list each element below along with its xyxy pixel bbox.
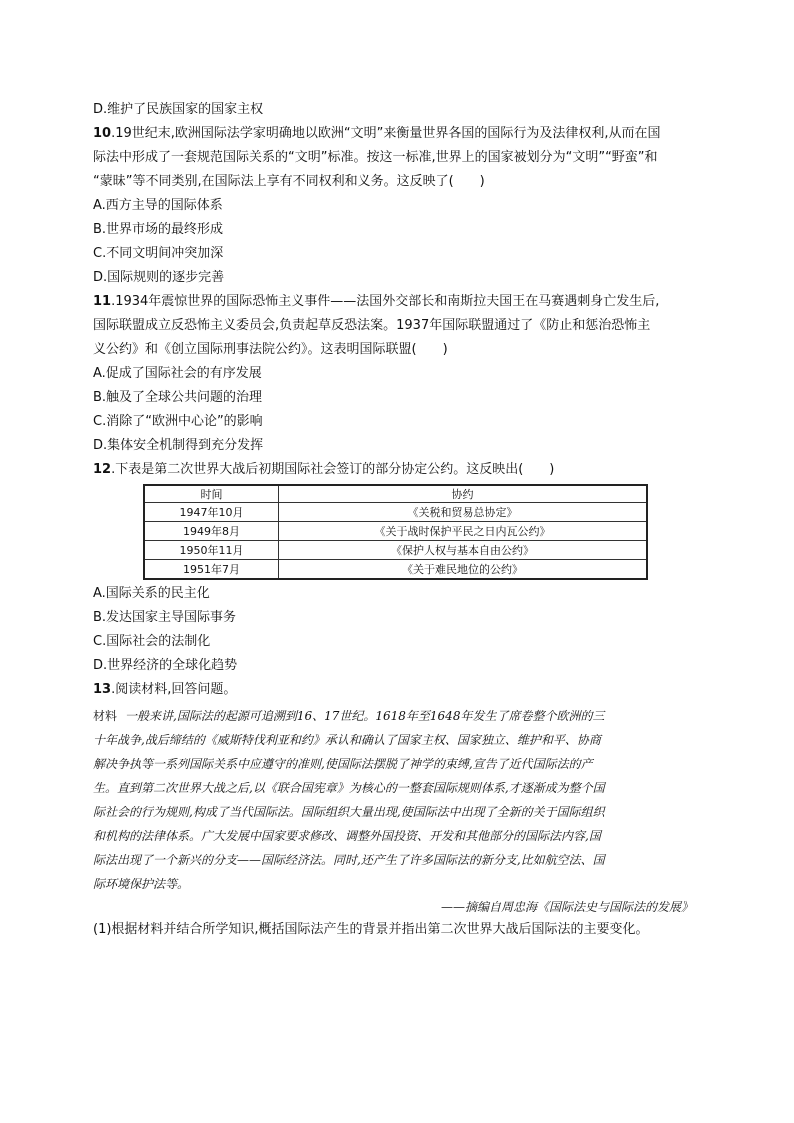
question-11-option-b: B.触及了全球公共问题的治理 xyxy=(93,390,263,405)
table-header-row xyxy=(144,485,647,503)
table-cell-agreement: 《关于战时保护平民之日内瓦公约》 xyxy=(279,522,648,541)
material-line-8: 际环境保护法等。 xyxy=(93,877,190,891)
question-12-option-b: B.发达国家主导国际事务 xyxy=(93,610,237,625)
question-12-stem: 12.下表是第二次世界大战后初期国际社会签订的部分协定公约。这反映出( ) xyxy=(93,462,555,477)
material-source: ——摘编自周忠海《国际法史与国际法的发展》 xyxy=(440,900,693,914)
table-cell-agreement: 《保护人权与基本自由公约》 xyxy=(279,541,648,560)
question-10-option-c: C.不同文明间冲突加深 xyxy=(93,246,224,261)
column-header-agreement: 协约 xyxy=(279,485,648,503)
table-row xyxy=(144,503,647,522)
question-10-number: 10 xyxy=(93,126,112,141)
question-12 xyxy=(93,458,693,678)
question-11-number: 11 xyxy=(93,294,112,309)
q9-option-d: D.维护了民族国家的国家主权 xyxy=(93,102,264,117)
table-row xyxy=(144,522,647,541)
table-row xyxy=(144,541,647,560)
material-line-7: 际法出现了一个新兴的分支——国际经济法。同时,还产生了许多国际法的新分支,比如航空法、国 xyxy=(93,853,605,867)
question-13 xyxy=(93,678,693,942)
column-header-time: 时间 xyxy=(144,485,279,503)
material-line-5: 际社会的行为规则,构成了当代国际法。国际组织大量出现,使国际法中出现了全新的关于国际组织 xyxy=(93,805,605,819)
agreements-table xyxy=(143,484,648,580)
material-passage xyxy=(93,704,693,896)
material-line-2: 十年战争,战后缔结的《威斯特伐利亚和约》承认和确认了国家主权、国家独立、维护和平、协商 xyxy=(93,733,601,747)
table-cell-agreement: 《关税和贸易总协定》 xyxy=(279,503,648,522)
question-11-stem-line-2: 国际联盟成立反恐怖主义委员会,负责起草反恐法案。1937年国际联盟通过了《防止和惩治恐怖主 xyxy=(93,318,651,333)
question-10 xyxy=(93,122,693,290)
question-10-stem-line-3: “蒙昧”等不同类别,在国际法上享有不同权利和义务。这反映了( ) xyxy=(93,174,485,189)
question-12-option-c: C.国际社会的法制化 xyxy=(93,634,211,649)
question-13-number: 13 xyxy=(93,682,112,697)
question-10-option-a: A.西方主导的国际体系 xyxy=(93,198,223,213)
question-11-stem-line-1: 11.1934年震惊世界的国际恐怖主义事件——法国外交部长和南斯拉夫国王在马赛遇刺身亡发生后, xyxy=(93,294,660,309)
question-12-option-d: D.世界经济的全球化趋势 xyxy=(93,658,238,673)
table-cell-time: 1951年7月 xyxy=(144,560,279,580)
document-page xyxy=(93,98,693,942)
material-line-6: 和机构的法律体系。广大发展中国家要求修改、调整外国投资、开发和其他部分的国际法内容,国 xyxy=(93,829,601,843)
material-line-1: 材料 一般来讲,国际法的起源可追溯到16、17世纪。1618年至1648年发生了席卷整个欧洲的三 xyxy=(93,709,605,723)
table-row xyxy=(144,560,647,580)
question-11 xyxy=(93,290,693,458)
table-cell-time: 1950年11月 xyxy=(144,541,279,560)
question-11-option-d: D.集体安全机制得到充分发挥 xyxy=(93,438,264,453)
material-line-4: 生。直到第二次世界大战之后,以《联合国宪章》为核心的一整套国际规则体系,才逐渐成为整个国 xyxy=(93,781,605,795)
question-11-option-a: A.促成了国际社会的有序发展 xyxy=(93,366,262,381)
question-11-stem-line-3: 义公约》和《创立国际刑事法院公约》。这表明国际联盟( ) xyxy=(93,342,448,357)
question-11-option-c: C.消除了“欧洲中心论”的影响 xyxy=(93,414,263,429)
question-12-option-a: A.国际关系的民主化 xyxy=(93,586,210,601)
question-12-number: 12 xyxy=(93,462,112,477)
question-10-option-b: B.世界市场的最终形成 xyxy=(93,222,224,237)
question-10-stem-line-1: 10.19世纪末,欧洲国际法学家明确地以欧洲“文明”来衡量世界各国的国际行为及法律权利,从而在国 xyxy=(93,126,661,141)
question-10-option-d: D.国际规则的逐步完善 xyxy=(93,270,225,285)
table-cell-time: 1949年8月 xyxy=(144,522,279,541)
material-label: 材料 xyxy=(93,709,118,723)
question-10-stem-line-2: 际法中形成了一套规范国际关系的“文明”标准。按这一标准,世界上的国家被划分为“文明”“野蛮”和 xyxy=(93,150,658,165)
question-13-stem: 13.阅读材料,回答问题。 xyxy=(93,682,237,697)
material-line-3: 解决争执等一系列国际关系中应遵守的准则,使国际法摆脱了神学的束缚,宣告了近代国际法的产 xyxy=(93,757,593,771)
table-cell-agreement: 《关于难民地位的公约》 xyxy=(279,560,648,580)
table-cell-time: 1947年10月 xyxy=(144,503,279,522)
question-13-subquestion-1: (1)根据材料并结合所学知识,概括国际法产生的背景并指出第二次世界大战后国际法的主要变化。 xyxy=(93,922,649,937)
